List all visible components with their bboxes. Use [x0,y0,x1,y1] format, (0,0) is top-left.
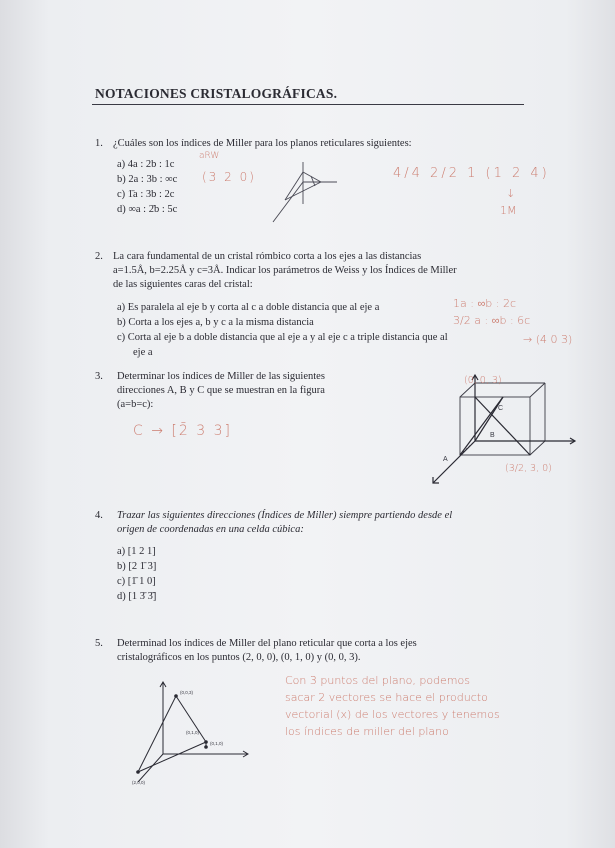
q3-label-b: B [490,432,495,439]
q5-fig-label-mid: (0,1,0) [186,730,200,735]
q4-number: 4. [95,510,103,521]
q5-line-2: cristalográficos en los puntos (2, 0, 0), (0, 1, 0) y (0, 0, 3). [117,652,361,663]
q5-hand-line-3: vectorial (x) de los vectores y tenemos [285,708,500,721]
q3-hand-top-point: (0, 0, 3) [464,375,502,386]
q1-options [117,157,177,217]
q1-option-b: b) 2a : 3b : ∞c [117,174,178,185]
q3-label-c: C [498,405,504,412]
q3-label-a: A [443,456,448,463]
q5-hand-answer [285,672,585,740]
q3-number: 3. [95,371,103,382]
q3-line-3: (a=b=c): [117,399,154,410]
q2-line-2: a=1.5Å, b=2.25Å y c=3Å. Indicar los parámetros de Weiss y los Índices de Miller [113,265,457,276]
q1-hand-fractions: 4/4 2/2 1 (1 2 4) [393,166,550,181]
q4-line-2: origen de coordenadas en una celda cúbica: [117,524,304,535]
q2-number: 2. [95,251,103,262]
q1-number: 1. [95,138,103,149]
q5-hand-line-1: Con 3 puntos del plano, podemos [285,674,470,687]
q5-statement [117,637,537,665]
q5-fig-label-top: (0,0,3) [180,690,194,695]
q5-fig-label-origin: (2,0,0) [132,780,146,785]
q1-hand-bottom: 1M [500,204,517,217]
q5-hand-line-4: los índices de miller del plano [285,725,449,738]
q4-option-a: a) [1 2 1] [117,546,156,557]
q2-line-1: La cara fundamental de un cristal rómbico corta a los ejes a las distancias [113,251,422,262]
q4-line-1: Trazar las siguientes direcciones (Índices de Miller) siempre partiendo desde el [117,510,453,521]
q4-option-c: c) [1̄ 1 0] [117,576,156,587]
q2-line-3: de las siguientes caras del cristal: [113,279,253,290]
q1-option-a: a) 4a : 2b : 1c [117,159,175,170]
q2-option-a: a) Es paralela al eje b y corta al c a doble distancia que al eje a [117,302,380,313]
page-title: NOTACIONES CRISTALOGRÁFICAS. [95,86,338,101]
q4-statement [117,509,537,537]
q4-option-b: b) [2 1̄ 3] [117,561,157,572]
q5-axes-figure [118,682,258,792]
q2-option-b: b) Corta a los ejes a, b y c a la misma distancia [117,317,314,328]
q2-option-c-cont: eje a [133,347,153,358]
q1-text: ¿Cuáles son los índices de Miller para los planos reticulares siguientes: [113,138,412,149]
q3-statement [117,370,407,412]
q3-hand-answer: C → [2̄ 3 3] [133,423,232,439]
q1-hand-arrow: ↓ [506,187,516,200]
q1-hand-answer-b: (3 2 0) [202,170,256,184]
q1-hand-note-sup: aRW [199,151,220,161]
q3-line-1: Determinar los índices de Miller de las siguientes [117,371,325,382]
q5-fig-label-right: (0,1,0) [210,741,224,746]
q4-options [117,544,156,604]
q5-line-1: Determinad los índices de Miller del plano reticular que corta a los ejes [117,638,417,649]
q2-hand-c: → (4 0 3) [523,333,573,346]
q2-hand-b: 3/2 a : ∞b : 6c [453,314,531,327]
q3-hand-bottom-point: (3/2, 3, 0) [505,463,552,474]
q3-cube-figure [415,375,585,490]
q3-line-2: direcciones A, B y C que se muestran en la figura [117,385,325,396]
q2-options [117,300,448,360]
title-underline [92,104,524,105]
q2-option-c: c) Corta al eje b a doble distancia que al eje a y al eje c a triple distancia que al [117,332,448,343]
q1-option-d: d) ∞a : 2̄b : 5c [117,204,178,215]
q1-sketch [255,152,355,232]
q1-option-c: c) 1̄a : 3b : 2c [117,189,175,200]
q5-number: 5. [95,638,103,649]
q5-hand-line-2: sacar 2 vectores se hace el producto [285,691,488,704]
q2-hand-a: 1a : ∞b : 2c [453,297,517,310]
q4-option-d: d) [1 3̄ 3̄] [117,591,157,602]
q2-statement [113,250,533,292]
